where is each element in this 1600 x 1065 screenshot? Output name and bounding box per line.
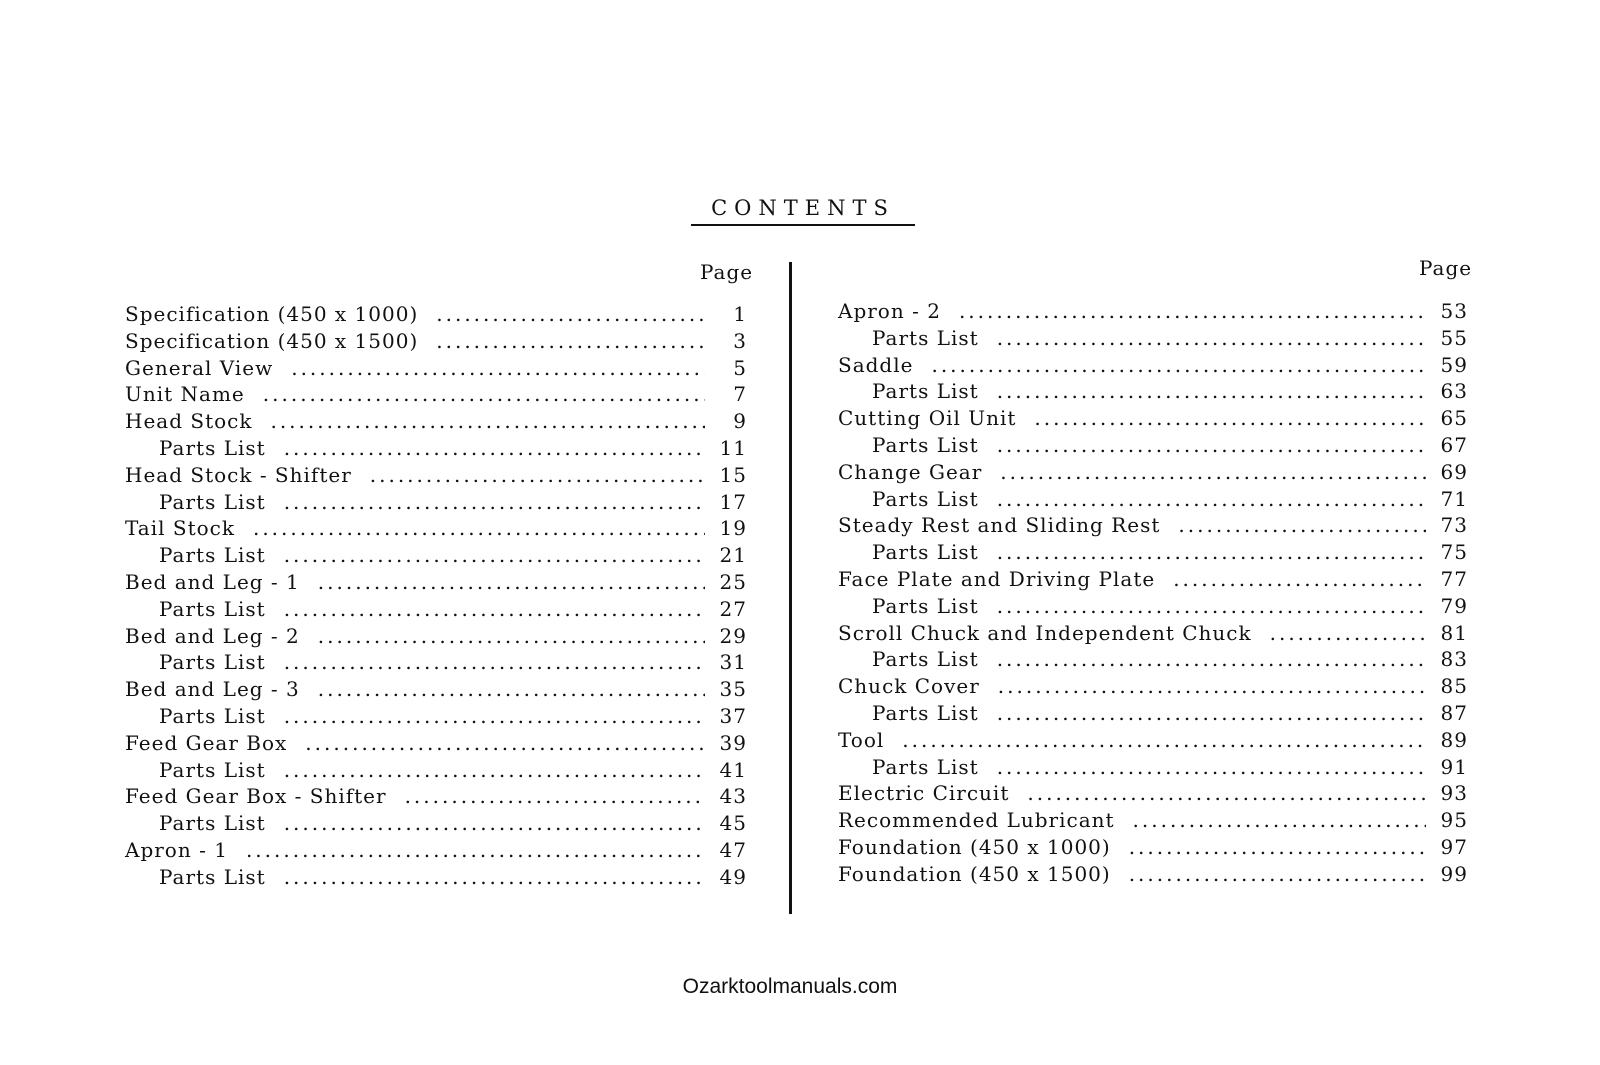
toc-entry-label: Steady Rest and Sliding Rest: [838, 513, 1161, 538]
dot-leader: [284, 543, 705, 567]
toc-entry-page: 83: [1440, 647, 1468, 672]
toc-entry-page: 71: [1440, 486, 1468, 511]
dot-leader: [959, 299, 1426, 323]
toc-entry-page: 27: [719, 596, 747, 621]
toc-entry-label: Specification (450 x 1000): [125, 302, 419, 326]
dot-leader: [1034, 406, 1426, 430]
toc-entry-label: Saddle: [838, 352, 914, 377]
dot-leader: [436, 329, 705, 353]
page-title: CONTENTS: [691, 196, 915, 226]
toc-entry: [125, 436, 747, 463]
toc-entry-page: 49: [719, 864, 747, 889]
website-footer: Ozarktoolmanuals.com: [682, 975, 898, 998]
dot-leader: [931, 353, 1426, 377]
dot-leader: [291, 356, 705, 380]
toc-entry-page: 35: [719, 677, 747, 702]
toc-entry: [838, 433, 1468, 460]
toc-entry-label: Apron - 2: [838, 299, 941, 323]
dot-leader: [1178, 513, 1426, 537]
toc-entry-label: Parts List: [872, 754, 979, 779]
dot-leader: [370, 463, 705, 487]
toc-entry: [125, 382, 747, 409]
toc-entry-label: Recommended Lubricant: [838, 808, 1115, 833]
dot-leader: [1027, 781, 1426, 805]
toc-entry: [838, 540, 1468, 567]
toc-entry: [838, 353, 1468, 380]
dot-leader: [284, 490, 705, 514]
dot-leader: [1129, 835, 1426, 859]
toc-entry-label: Parts List: [872, 379, 979, 404]
toc-entry-label: Parts List: [872, 593, 979, 618]
toc-entry-label: Specification (450 x 1500): [125, 328, 419, 353]
toc-entry: [125, 758, 747, 785]
toc-entry-page: 29: [719, 623, 747, 648]
toc-entry: [838, 567, 1468, 594]
dot-leader: [284, 704, 705, 728]
toc-entry-label: Apron - 1: [125, 838, 228, 862]
toc-entry: [125, 543, 747, 570]
toc-entry-label: Face Plate and Driving Plate: [838, 567, 1156, 591]
toc-entry-label: Parts List: [159, 811, 266, 836]
toc-entry: [838, 781, 1468, 808]
toc-entry-page: 91: [1440, 754, 1468, 779]
toc-entry: [838, 326, 1468, 353]
toc-entry: [125, 570, 747, 597]
toc-entry-label: Change Gear: [838, 459, 983, 484]
toc-entry: [125, 677, 747, 704]
toc-entry-page: 41: [719, 757, 747, 782]
toc-entry-label: Parts List: [872, 647, 979, 672]
toc-entry: [125, 302, 747, 329]
toc-entry-page: 1: [733, 302, 747, 326]
toc-entry-label: Parts List: [159, 864, 266, 889]
toc-entry-page: 7: [733, 382, 747, 407]
toc-entry: [125, 516, 747, 543]
toc-entry-label: Bed and Leg - 3: [125, 677, 300, 702]
toc-entry: [838, 487, 1468, 514]
toc-entry-page: 45: [719, 811, 747, 836]
toc-entry-page: 67: [1440, 433, 1468, 457]
toc-entry: [838, 808, 1468, 835]
toc-entry-page: 5: [733, 355, 747, 380]
toc-entry-label: Head Stock: [125, 409, 253, 434]
dot-leader: [902, 728, 1426, 752]
toc-entry-label: Cutting Oil Unit: [838, 406, 1017, 431]
toc-entry-label: Parts List: [159, 436, 266, 460]
dot-leader: [997, 487, 1426, 511]
toc-entry: [125, 597, 747, 624]
toc-entry: [125, 811, 747, 838]
toc-entry: [838, 674, 1468, 701]
toc-entry-page: 11: [719, 436, 747, 460]
toc-entry-page: 81: [1440, 620, 1468, 645]
dot-leader: [1129, 862, 1426, 886]
toc-entry-label: Parts List: [872, 325, 979, 350]
toc-entry-label: Feed Gear Box: [125, 730, 288, 755]
toc-entry: [125, 865, 747, 892]
toc-entry-page: 89: [1440, 727, 1468, 752]
toc-entry: [125, 784, 747, 811]
toc-entry-label: General View: [125, 355, 274, 380]
toc-entry: [125, 409, 747, 436]
toc-entry-label: Electric Circuit: [838, 781, 1010, 806]
toc-entry-label: Parts List: [159, 543, 266, 568]
toc-entry-page: 47: [719, 838, 747, 862]
toc-entry-page: 3: [733, 328, 747, 353]
toc-entry: [838, 379, 1468, 406]
toc-entry-page: 93: [1440, 781, 1468, 806]
toc-entry-page: 39: [719, 730, 747, 755]
toc-entry: [838, 701, 1468, 728]
toc-entry-label: Tail Stock: [125, 516, 235, 541]
toc-entry: [125, 463, 747, 490]
toc-entry: [838, 299, 1468, 326]
toc-entry-page: 31: [719, 650, 747, 675]
toc-entry: [838, 755, 1468, 782]
toc-entry-label: Parts List: [159, 489, 266, 514]
toc-entry: [125, 838, 747, 865]
dot-leader: [997, 433, 1426, 457]
toc-entry: [125, 329, 747, 356]
toc-entry-page: 87: [1440, 701, 1468, 725]
column-divider: [789, 262, 792, 914]
toc-entry-label: Foundation (450 x 1500): [838, 861, 1111, 886]
toc-entry: [838, 460, 1468, 487]
toc-entry-page: 97: [1440, 835, 1468, 859]
toc-entry-page: 43: [719, 784, 747, 809]
dot-leader: [284, 650, 705, 674]
toc-entry-label: Unit Name: [125, 382, 245, 407]
dot-leader: [436, 302, 705, 326]
dot-leader: [998, 674, 1426, 698]
toc-entry-page: 99: [1440, 861, 1468, 886]
toc-entry-page: 59: [1440, 352, 1468, 377]
toc-entry-label: Parts List: [159, 704, 266, 728]
dot-leader: [997, 379, 1426, 403]
toc-entry-page: 77: [1440, 567, 1468, 591]
toc-entry: [838, 647, 1468, 674]
dot-leader: [1270, 621, 1426, 645]
dot-leader: [263, 382, 705, 406]
toc-entry-page: 65: [1440, 406, 1468, 431]
dot-leader: [246, 838, 705, 862]
toc-entry-page: 79: [1440, 593, 1468, 618]
toc-entry-label: Parts List: [159, 650, 266, 675]
toc-entry-page: 19: [719, 516, 747, 541]
dot-leader: [284, 865, 705, 889]
toc-entry-label: Parts List: [159, 596, 266, 621]
toc-entry-label: Bed and Leg - 2: [125, 623, 300, 648]
toc-entry-label: Feed Gear Box - Shifter: [125, 784, 387, 809]
dot-leader: [284, 758, 705, 782]
toc-entry: [838, 513, 1468, 540]
toc-entry-page: 73: [1440, 513, 1468, 538]
dot-leader: [284, 436, 705, 460]
toc-entry-page: 15: [719, 462, 747, 487]
dot-leader: [284, 597, 705, 621]
dot-leader: [284, 811, 705, 835]
toc-entry-label: Foundation (450 x 1000): [838, 835, 1111, 859]
toc-entry-label: Parts List: [159, 757, 266, 782]
toc-entry: [838, 406, 1468, 433]
toc-entry-page: 85: [1440, 674, 1468, 699]
toc-entry-label: Head Stock - Shifter: [125, 462, 352, 487]
toc-entry-page: 95: [1440, 808, 1468, 833]
dot-leader: [253, 516, 705, 540]
dot-leader: [997, 594, 1426, 618]
toc-entry-label: Bed and Leg - 1: [125, 570, 300, 594]
toc-entry: [125, 704, 747, 731]
toc-entry-label: Tool: [838, 727, 885, 752]
page-column-header-right: Page: [1419, 256, 1473, 280]
dot-leader: [997, 647, 1426, 671]
toc-entry-label: Parts List: [872, 486, 979, 511]
dot-leader: [997, 701, 1426, 725]
dot-leader: [305, 731, 705, 755]
dot-leader: [997, 755, 1426, 779]
toc-entry-page: 63: [1440, 379, 1468, 404]
dot-leader: [997, 326, 1426, 350]
toc-entry-page: 53: [1440, 299, 1468, 323]
toc-entry: [125, 490, 747, 517]
toc-entry: [838, 621, 1468, 648]
toc-entry: [125, 356, 747, 383]
toc-entry-label: Parts List: [872, 433, 979, 457]
toc-entry-page: 69: [1440, 459, 1468, 484]
toc-entry-page: 25: [719, 570, 747, 594]
toc-entry-page: 37: [719, 704, 747, 728]
toc-entry-page: 55: [1440, 325, 1468, 350]
toc-entry: [125, 624, 747, 651]
toc-entry-page: 17: [719, 489, 747, 514]
toc-entry: [125, 650, 747, 677]
dot-leader: [997, 540, 1426, 564]
toc-entry-page: 75: [1440, 540, 1468, 565]
toc-entry: [125, 731, 747, 758]
dot-leader: [1133, 808, 1426, 832]
dot-leader: [318, 677, 705, 701]
toc-entry-label: Scroll Chuck and Independent Chuck: [838, 620, 1252, 645]
toc-entry-label: Chuck Cover: [838, 674, 980, 699]
toc-entry: [838, 862, 1468, 889]
dot-leader: [270, 409, 705, 433]
dot-leader: [318, 570, 705, 594]
toc-entry-label: Parts List: [872, 540, 979, 565]
toc-entry-label: Parts List: [872, 701, 979, 725]
toc-entry-page: 21: [719, 543, 747, 568]
dot-leader: [1000, 460, 1426, 484]
dot-leader: [1173, 567, 1426, 591]
toc-entry: [838, 728, 1468, 755]
toc-entry: [838, 594, 1468, 621]
page-column-header-left: Page: [700, 260, 754, 284]
toc-entry-page: 9: [733, 409, 747, 434]
dot-leader: [318, 624, 705, 648]
toc-entry: [838, 835, 1468, 862]
dot-leader: [405, 784, 705, 808]
